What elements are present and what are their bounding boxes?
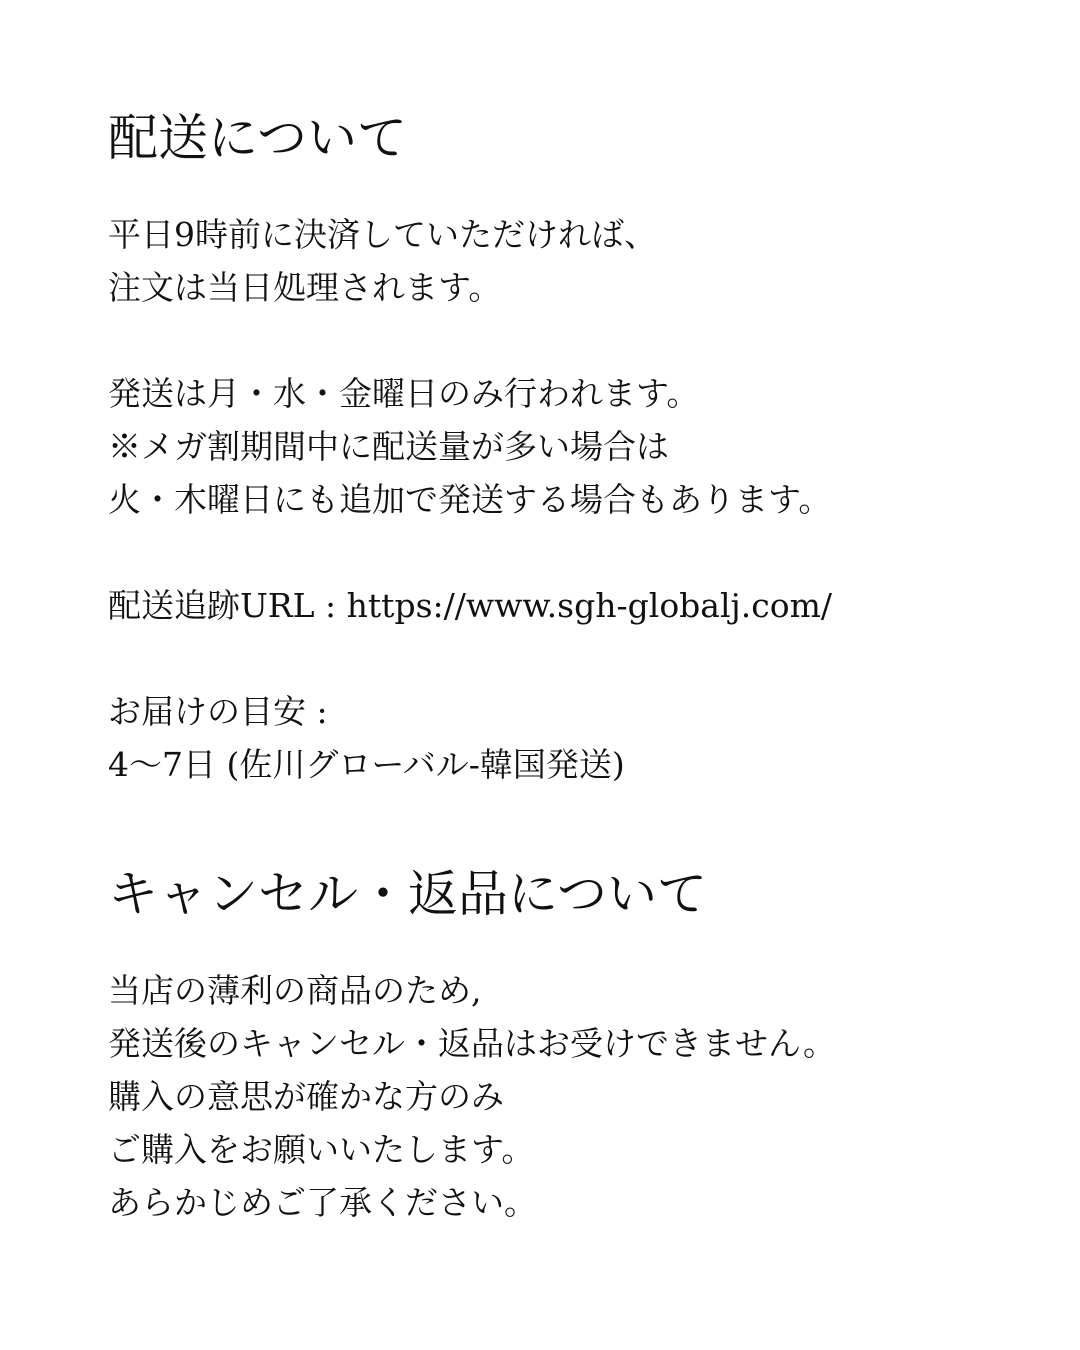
- delivery-estimate-label: お届けの目安 :: [108, 692, 328, 731]
- shipping-days-line-3: 火・木曜日にも追加で発送する場合もあります。: [108, 480, 832, 519]
- returns-heading: キャンセル・返品について: [108, 865, 707, 923]
- returns-info: [108, 964, 1048, 1229]
- shipping-order-line-1: 平日9時前に決済していただければ、: [108, 215, 657, 254]
- shipping-days-line-2: ※メガ割期間中に配送量が多い場合は: [108, 427, 669, 466]
- returns-line-3: 購入の意思が確かな方のみ: [108, 1077, 504, 1116]
- returns-line-4: ご購入をお願いいたします。: [108, 1130, 535, 1169]
- returns-section: [108, 864, 1048, 924]
- returns-line-2: 発送後のキャンセル・返品はお受けできません。: [108, 1024, 836, 1063]
- shipping-info: [108, 208, 1048, 791]
- shipping-heading: 配送について: [108, 109, 407, 167]
- shipping-days-line-1: 発送は月・水・金曜日のみ行われます。: [108, 374, 700, 413]
- returns-line-5: あらかじめご了承ください。: [108, 1183, 537, 1222]
- tracking-url: 配送追跡URL : https://www.sgh-globalj.com/: [108, 586, 833, 625]
- shipping-order-line-2: 注文は当日処理されます。: [108, 268, 502, 307]
- shipping-section: [108, 108, 1048, 168]
- returns-line-1: 当店の薄利の商品のため,: [108, 971, 482, 1010]
- delivery-estimate-value: 4〜7日 (佐川グローバル-韓国発送): [108, 745, 625, 784]
